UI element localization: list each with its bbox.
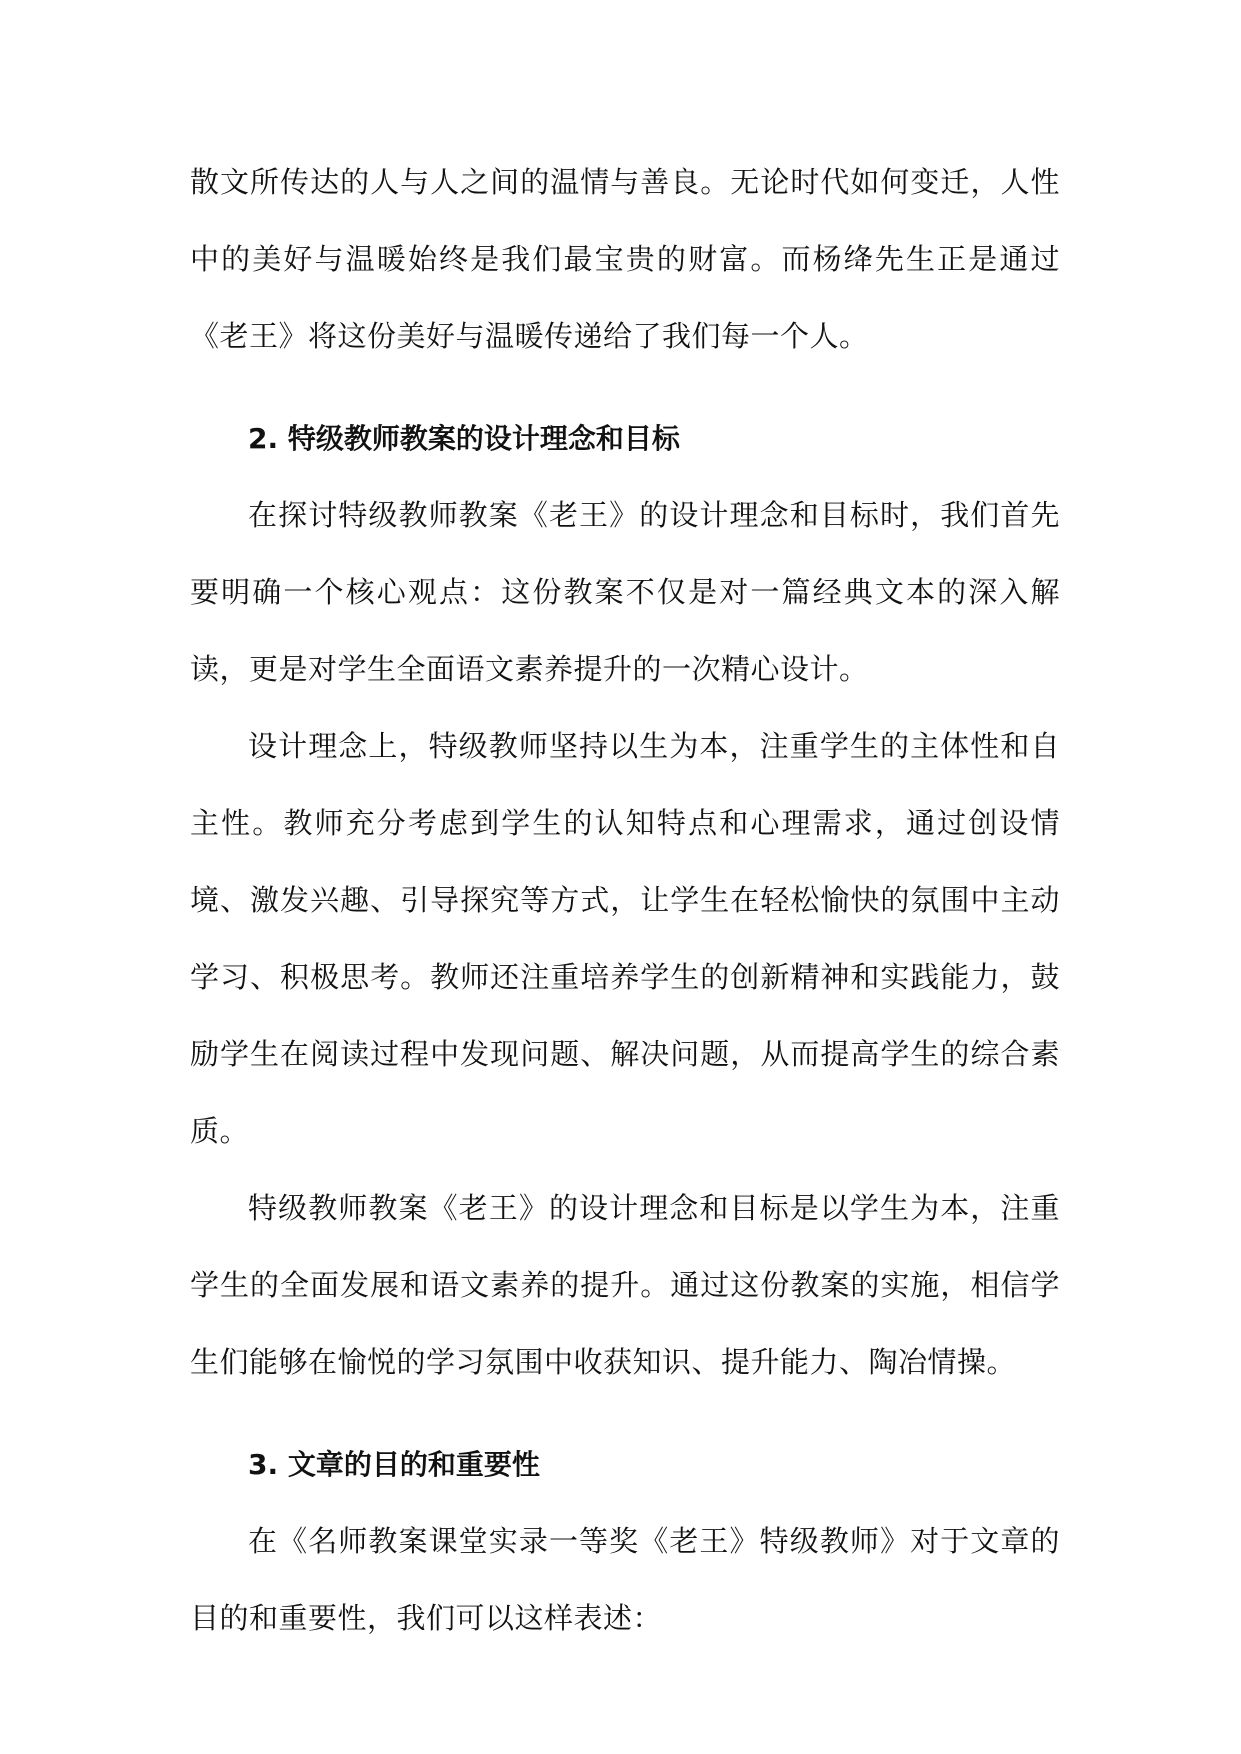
section-3-paragraph-1: 在《名师教案课堂实录一等奖《老王》特级教师》对于文章的目的和重要性，我们可以这样表述： — [190, 1524, 1060, 1635]
section-2-paragraph-3: 特级教师教案《老王》的设计理念和目标是以学生为本，注重学生的全面发展和语文素养的提升。通过这份教案的实施，相信学生们能够在愉悦的学习氛围中收获知识、提升能力、陶冶情操。 — [190, 1191, 1060, 1379]
section-3-heading: 3. 文章的目的和重要性 — [248, 1448, 540, 1481]
spacer — [190, 1401, 1060, 1426]
intro-paragraph: 散文所传达的人与人之间的温情与善良。无论时代如何变迁，人性中的美好与温暖始终是我们最宝贵的财富。而杨绛先生正是通过《老王》将这份美好与温暖传递给了我们每一个人。 — [190, 165, 1060, 353]
section-2-heading: 2. 特级教师教案的设计理念和目标 — [248, 422, 680, 455]
document-body — [190, 144, 1060, 1657]
section-2-paragraph-1: 在探讨特级教师教案《老王》的设计理念和目标时，我们首先要明确一个核心观点：这份教案不仅是对一篇经典文本的深入解读，更是对学生全面语文素养提升的一次精心设计。 — [190, 498, 1060, 686]
section-2-paragraph-2: 设计理念上，特级教师坚持以生为本，注重学生的主体性和自主性。教师充分考虑到学生的认知特点和心理需求，通过创设情境、激发兴趣、引导探究等方式，让学生在轻松愉快的氛围中主动学习、积极思考。教师还注重培养学生的创新精神和实践能力，鼓励学生在阅读过程中发现问题、解决问题，从而提高学生的综合素质。 — [190, 729, 1060, 1148]
spacer — [190, 375, 1060, 400]
